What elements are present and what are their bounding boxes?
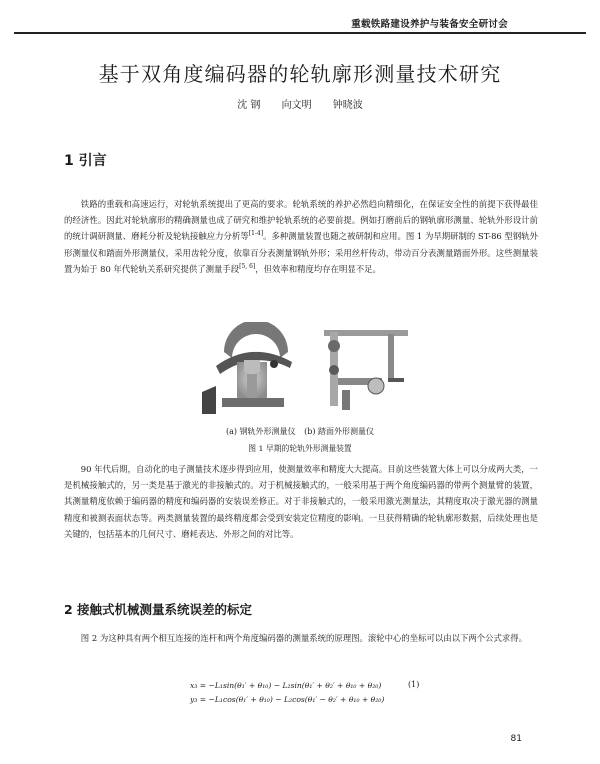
intro-text-b: 。多种测量装置也随之被研制和应用。图 1 为早期研制的 ST-86 型钢轨外形测量仪和踏面外形测量仪，采用齿轮分度，依靠百分表测量钢轨外形；采用丝杆传动，带动百分表测量踏面外形。这些测量装置为始于 80 年代轮轨关系研究提供了测量手段 <box>64 231 538 274</box>
citation-ref-2: [5, 6] <box>239 263 256 271</box>
author-list <box>0 96 600 111</box>
figure-1-caption: 图 1 早期的轮轨外形测量装置 <box>248 444 352 453</box>
section-2-paragraph-1: 图 2 为这种具有两个相互连接的连杆和两个角度编码器的测量系统的原理图。滚轮中心的坐标可以由以下两个公式求得。 <box>80 633 527 643</box>
paper-title: 基于双角度编码器的轮轨廓形测量技术研究 <box>98 62 502 86</box>
section-1-heading: 1 引言 <box>64 153 107 169</box>
equation-1 <box>190 679 384 707</box>
author-3: 钟晓波 <box>332 100 363 111</box>
subcaption-b: (b) 踏面外形测量仪 <box>304 427 374 436</box>
equation-line-y3: y₃ = −L₁cos(θ₁′ + θ₁₀) − L₂cos(θ₁′ − θ₂′ + θ₁₀ + θ₂₀) <box>190 695 385 704</box>
equation-line-x3: x₃ = −L₁sin(θ₁′ + θ₁₀) − L₂sin(θ₁′ + θ₂′ + θ₁₀ + θ₂₀) <box>190 681 382 690</box>
equation-number: (1) <box>408 680 420 689</box>
citation-ref-1: [1-4] <box>248 230 264 238</box>
section-2-heading: 2 接触式机械测量系统误差的标定 <box>64 602 253 617</box>
header-rule <box>14 32 586 34</box>
intro-text-a: 铁路的重载和高速运行，对轮轨系统提出了更高的要求。轮轨系统的养护必然趋向精细化，在保证安全性的前提下获得最佳的经济性。因此对轮轨廓形的精确测量也成了研究和维护轮轨系统的必要前提。例如打磨前后的钢轨廓形测量、轮轨外形设计前的统计调研测量、磨耗分析及轮轨接触应力分析等 <box>64 199 538 242</box>
rail-profile-gauge-photo <box>202 322 302 414</box>
author-2: 向文明 <box>281 100 312 111</box>
figure-1-photos <box>202 322 412 414</box>
figure-1-subcaptions <box>0 426 600 437</box>
subcaption-a: (a) 钢轨外形测量仪 <box>225 427 296 436</box>
running-header: 重载铁路建设养护与装备安全研讨会 <box>351 19 508 30</box>
intro-text-c: ，但效率和精度均存在明显不足。 <box>255 263 381 274</box>
author-1: 沈 钢 <box>237 100 261 111</box>
page-number: 81 <box>510 734 522 744</box>
tread-profile-gauge-photo <box>312 322 412 414</box>
intro-paragraph-2: 90 年代后期，自动化的电子测量技术逐步得到应用，使测量效率和精度大大提高。目前这些装置大体上可以分成两大类，一是机械接触式的，另一类是基于激光的非接触式的。对于机械接触式的，一般采用基于两个角度编码器的带两个测量臂的装置，其测量精度依赖于编码器的精度和编码器的安装误差修正。对于非接触式的，一般采用激光测量法，其精度取决于激光器的测量精度和被测表面状态等。两类测量装置的最终精度都会受到安装定位精度的影响。一旦获得精确的轮轨廓形数据，后续处理也是关键的，包括基本的几何尺寸、磨耗表达、外形之间的对比等。 <box>64 464 538 539</box>
intro-paragraph-1 <box>64 196 538 277</box>
